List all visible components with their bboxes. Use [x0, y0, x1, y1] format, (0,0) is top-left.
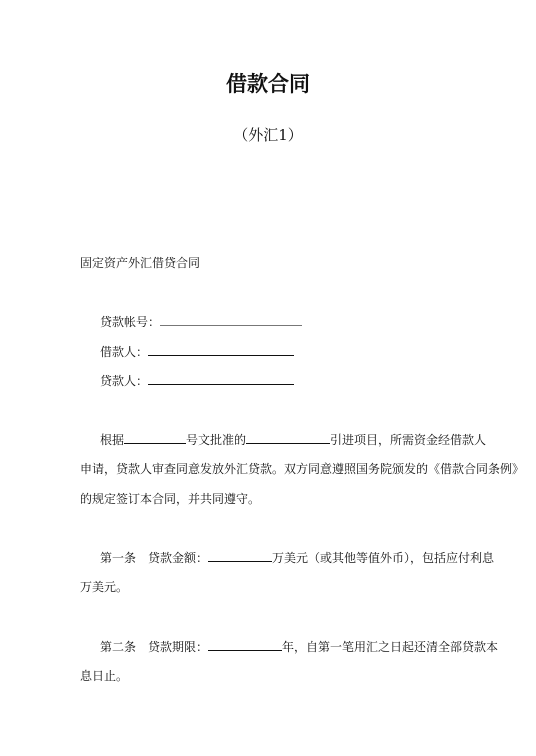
article-2-text: 年，自第一笔用汇之日起还清全部贷款本: [282, 640, 499, 654]
document-subtitle: （外汇1）: [233, 126, 303, 144]
document-title: 借款合同: [226, 72, 310, 96]
account-label: 贷款帐号：: [100, 315, 161, 329]
account-blank: [160, 313, 302, 326]
account-field: [100, 313, 302, 330]
loan-amount-blank: [208, 549, 272, 562]
article-1-label: 第一条 贷款金额：: [100, 551, 209, 565]
preamble-text: 根据: [100, 433, 125, 447]
borrower-label: 借款人：: [100, 345, 149, 359]
borrower-blank: [148, 343, 294, 356]
preamble-line-3: 的规定签订本合同，并共同遵守。: [80, 492, 261, 506]
lender-label: 贷款人：: [100, 374, 149, 388]
borrower-field: [100, 343, 294, 360]
article-1-line-2: 万美元。: [80, 580, 129, 594]
preamble-line-2: 申请，贷款人审查同意发放外汇贷款。双方同意遵照国务院颁发的《借款合同条例》: [80, 462, 525, 476]
article-2-label: 第二条 贷款期限：: [100, 640, 209, 654]
lender-blank: [148, 372, 294, 385]
lender-field: [100, 372, 294, 389]
preamble-text: 号文批准的: [186, 433, 247, 447]
article-2-line-1: [100, 638, 498, 655]
article-1-text: 万美元（或其他等值外币），包括应付利息: [272, 551, 495, 565]
loan-term-blank: [208, 638, 282, 651]
article-2-line-2: 息日止。: [80, 669, 129, 683]
preamble-line-1: [100, 431, 486, 448]
preamble-text: 引进项目，所需资金经借款人: [330, 433, 487, 447]
article-1-line-1: [100, 549, 494, 566]
approval-number-blank: [124, 431, 186, 444]
project-name-blank: [246, 431, 330, 444]
contract-heading: 固定资产外汇借贷合同: [80, 256, 201, 270]
